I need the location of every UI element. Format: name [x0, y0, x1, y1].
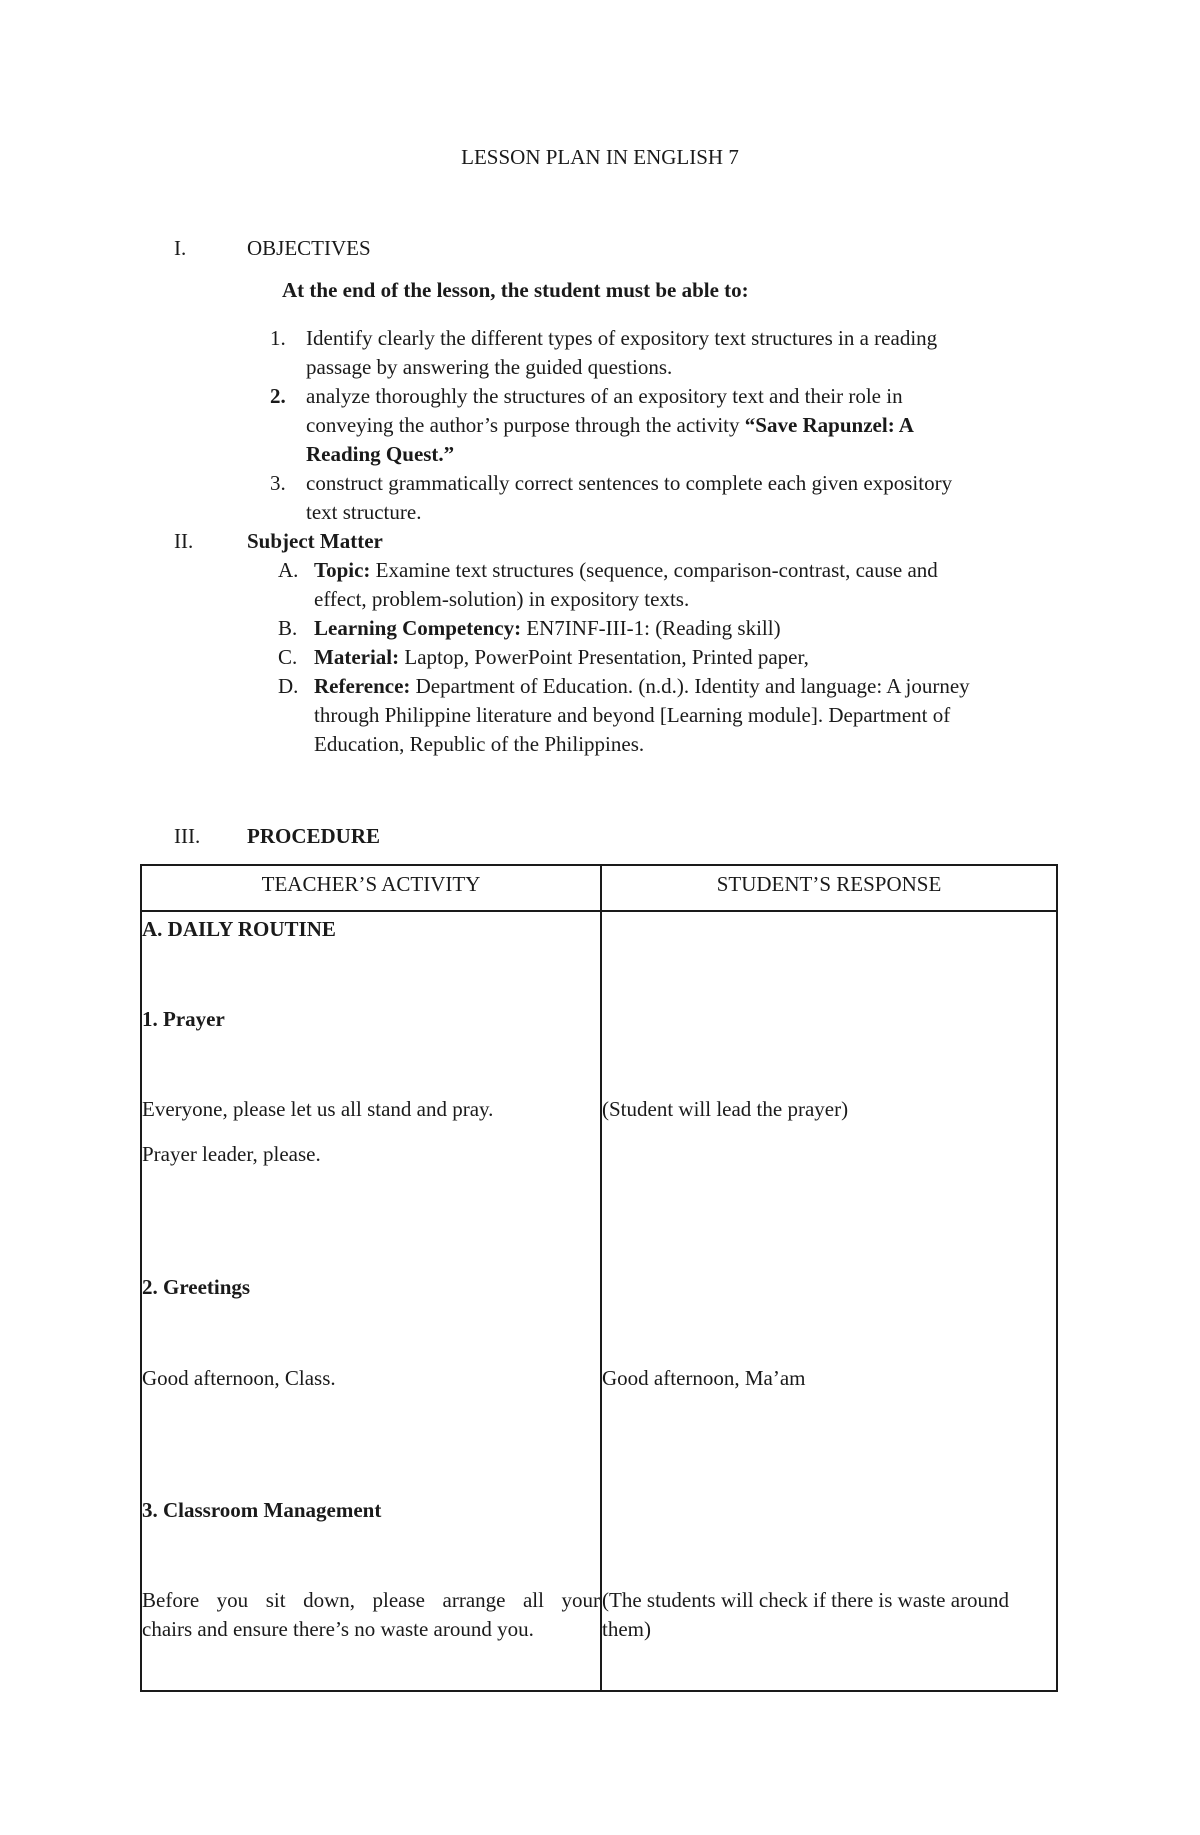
subject-item-topic — [314, 556, 1054, 585]
objective-text: construct grammatically correct sentences to complete each given expository — [306, 471, 953, 495]
subject-value-continued: through Philippine literature and beyond [Learning module]. Department of — [314, 703, 951, 727]
procedure-table — [140, 864, 1058, 1692]
objective-number: 3. — [270, 471, 286, 495]
objective-text — [306, 411, 1026, 440]
objective-text: analyze thoroughly the structures of an expository text and their role in — [306, 384, 903, 408]
objective-number: 2. — [270, 384, 286, 408]
section-heading-subject-matter: Subject Matter — [247, 529, 383, 553]
subject-value: Examine text structures (sequence, comparison-contrast, cause and — [370, 558, 938, 582]
prayer-teacher-line: Prayer leader, please. — [142, 1142, 321, 1166]
greetings-heading: 2. Greetings — [142, 1275, 251, 1299]
column-header-teacher: TEACHER’S ACTIVITY — [261, 872, 481, 896]
subject-letter: C. — [278, 645, 298, 669]
column-divider — [600, 866, 602, 1690]
greetings-student-response: Good afternoon, Ma’am — [602, 1366, 806, 1390]
subject-value: EN7INF-III-1: (Reading skill) — [521, 616, 781, 640]
greetings-teacher-line: Good afternoon, Class. — [142, 1366, 336, 1390]
subject-value: Department of Education. (n.d.). Identity and language: A journey — [410, 674, 970, 698]
subject-label: Reference: — [314, 674, 411, 698]
subject-value: Laptop, PowerPoint Presentation, Printed paper, — [399, 645, 809, 669]
objectives-lead: At the end of the lesson, the student must be able to: — [282, 278, 749, 302]
subject-item-competency — [314, 614, 1054, 643]
subject-item-material — [314, 643, 1054, 672]
objective-text: Identify clearly the different types of expository text structures in a reading — [306, 326, 938, 350]
daily-routine-heading: A. DAILY ROUTINE — [142, 917, 336, 941]
prayer-heading: 1. Prayer — [142, 1007, 225, 1031]
section-heading-procedure: PROCEDURE — [247, 824, 381, 848]
prayer-student-response: (Student will lead the prayer) — [602, 1097, 849, 1121]
section-numeral-procedure: III. — [174, 824, 201, 848]
management-student-response: (The students will check if there is waste around — [602, 1588, 1010, 1612]
subject-label: Material: — [314, 645, 400, 669]
subject-letter: B. — [278, 616, 298, 640]
section-heading-objectives: OBJECTIVES — [247, 236, 371, 260]
management-heading: 3. Classroom Management — [142, 1498, 382, 1522]
header-divider — [142, 910, 1056, 912]
objective-number: 1. — [270, 326, 286, 350]
subject-value-continued: Education, Republic of the Philippines. — [314, 732, 645, 756]
subject-item-reference — [314, 672, 1054, 701]
document-title: LESSON PLAN IN ENGLISH 7 — [461, 145, 739, 169]
subject-label: Topic: — [314, 558, 371, 582]
subject-label: Learning Competency: — [314, 616, 522, 640]
subject-letter: D. — [278, 674, 299, 698]
section-numeral-objectives: I. — [174, 236, 187, 260]
prayer-teacher-line: Everyone, please let us all stand and pray. — [142, 1097, 494, 1121]
management-student-response: them) — [602, 1617, 651, 1641]
objective-text: text structure. — [306, 500, 422, 524]
management-teacher-line: chairs and ensure there’s no waste around you. — [142, 1617, 534, 1641]
management-teacher-line: Before you sit down, please arrange all your — [142, 1588, 600, 1612]
column-header-student: STUDENT’S RESPONSE — [716, 872, 942, 896]
subject-value-continued: effect, problem-solution) in expository texts. — [314, 587, 690, 611]
activity-title: “Save Rapunzel: A — [744, 413, 914, 437]
objective-text: passage by answering the guided questions. — [306, 355, 673, 379]
section-numeral-subject-matter: II. — [174, 529, 194, 553]
subject-letter: A. — [278, 558, 299, 582]
activity-title-continued: Reading Quest.” — [306, 442, 455, 466]
objective-text-plain: conveying the author’s purpose through the activity — [306, 413, 745, 437]
